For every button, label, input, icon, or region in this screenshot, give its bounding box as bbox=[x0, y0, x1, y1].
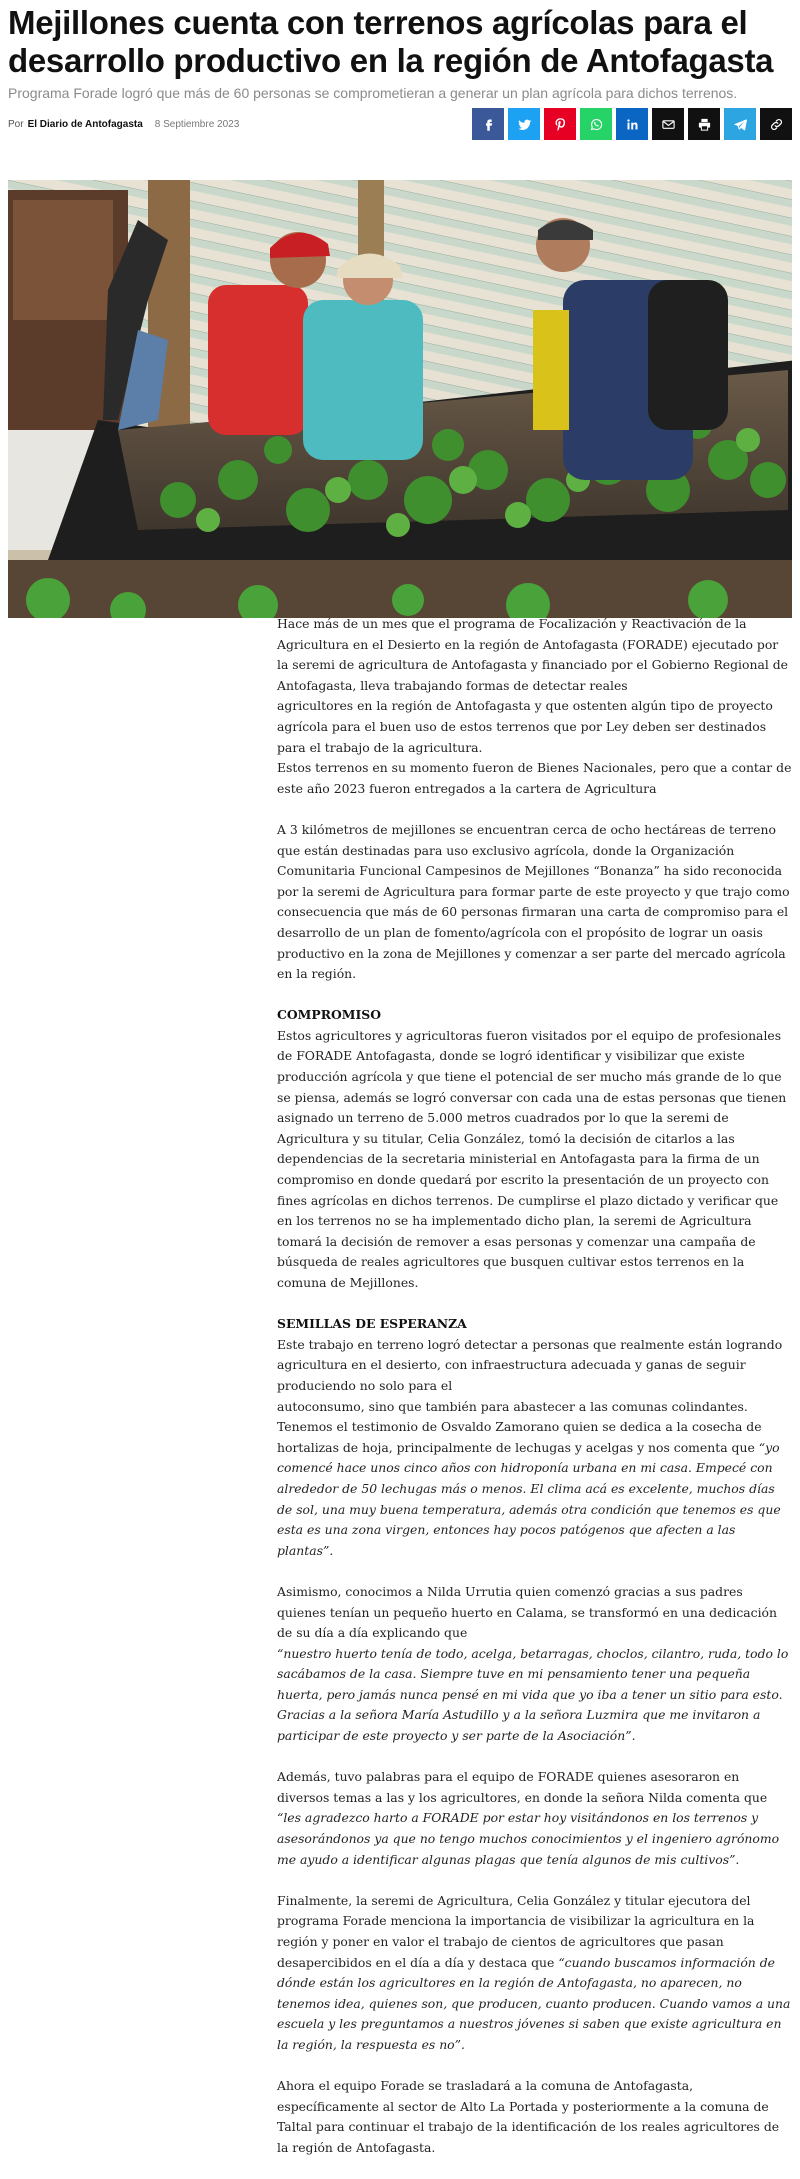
paragraph-4b: autoconsumo, sino que también para abastecer a las comunas colindantes. Tenemos el testimonio de Osvaldo Zamorano quien se dedica a la cosecha de hortalizas de hoja, principalmente de lechugas y acelgas y nos comenta que bbox=[277, 1398, 762, 1455]
paragraph-2: A 3 kilómetros de mejillones se encuentran cerca de ocho hectáreas de terreno que están destinadas para uso exclusivo agrícola, donde la Organización Comunitaria Funcional Campesinos de Mejillones “Bonanza” ha sido reconocida por la seremi de Agricultura para formar parte de este proyecto y que trajo como consecuencia que más de 60 personas firmaran una carta de compromiso para el desarrollo de un plan de fomento/agrícola con el propósito de lograr un oasis productivo en la zona de Mejillones y comenzar a ser parte del mercado agrícola en la región. bbox=[277, 821, 790, 982]
paragraph-3: Estos agricultores y agricultoras fueron visitados por el equipo de profesionales de FORADE Antofagasta, donde se logró identificar y visibilizar que existe producción agrícola y que tiene el potencial de ser mucho más grande de lo que se piensa, además se logró conversar con cada una de estas personas que tienen asignado un terreno de 5.000 metros cuadrados por lo que la seremi de Agricultura y su titular, Celia González, tomó la decisión de citarlos a las dependencias de la secretaria ministerial en Antofagasta para la firma de un compromiso en donde quedará por escrito la presentación de un proyecto con fines agrícolas en dichos terrenos. De cumplirse el plazo dictado y verificar que en los terrenos no se ha implementado dicho plan, la seremi de Agricultura tomará la decisión de remover a esas personas y comenzar una campaña de búsqueda de reales agricultores que busquen cultivar estos terrenos en la comuna de Mejillones. bbox=[277, 1027, 787, 1290]
article-title: Mejillones cuenta con terrenos agrícolas para el desarrollo productivo en la región de Antofagasta bbox=[8, 4, 774, 79]
quote-nilda-forade-1: “les agradezco harto a FORADE por estar hoy visitándonos en los terrenos y asesorándonos ya que no tengo muchos conocimientos y el ingeniero agrónomo bbox=[277, 1810, 780, 1847]
paragraph-6 bbox=[277, 1767, 792, 1870]
article-body bbox=[277, 614, 792, 2179]
whatsapp-icon bbox=[589, 117, 604, 132]
article-subtitle: Programa Forade logró que más de 60 personas se comprometieran a generar un plan agrícola para dichos terrenos. bbox=[8, 85, 738, 101]
quote-celia: “cuando buscamos información de dónde están los agricultores en la región de Antofagasta, no aparecen, no tenemos idea, quienes son, que producen, cuanto producen. Cuando vamos a una escuela y les preguntamos a nuestros jóvenes si saben que existe agricultura en la región, la respuesta es no”. bbox=[277, 1954, 791, 2052]
paragraph-intro bbox=[277, 614, 792, 799]
section-semillas bbox=[277, 1314, 792, 1561]
section-heading-compromiso: COMPROMISO bbox=[277, 1007, 382, 1023]
quote-nilda-forade-2: me ayudo a identificar algunas plagas que tenía algunos de mis cultivos”. bbox=[277, 1851, 740, 1867]
share-whatsapp-button[interactable] bbox=[580, 108, 612, 140]
section-heading-semillas: SEMILLAS DE ESPERANZA bbox=[277, 1316, 467, 1332]
share-pinterest-button[interactable] bbox=[544, 108, 576, 140]
byline bbox=[8, 119, 239, 130]
quote-nilda: “nuestro huerto tenía de todo, acelga, betarragas, choclos, cilantro, ruda, todo lo sacábamos de la casa. Siempre tuve en mi pensamiento tener una pequeña huerta, pero jamás nunca pensé en mi vida que yo iba a tener un sitio para esto. Gracias a la señora María Astudillo y a la señora Luzmira que me invitaron a participar de este proyecto y ser parte de la Asociación”. bbox=[277, 1645, 789, 1744]
twitter-icon bbox=[517, 117, 532, 132]
farmers-photo bbox=[8, 180, 792, 618]
linkedin-icon bbox=[625, 117, 640, 132]
article-header bbox=[0, 0, 800, 142]
pinterest-icon bbox=[553, 117, 568, 132]
intro-line-1: Hace más de un mes que el programa de Focalización y Reactivación de la Agricultura en el Desierto en la región de Antofagasta (FORADE) ejecutado por la seremi de agricultura de Antofagasta y financiado por el Gobierno Regional de Antofagasta, lleva trabajando formas de detectar reales bbox=[277, 616, 789, 693]
paragraph-4a: Este trabajo en terreno logró detectar a personas que realmente están logrando agricultura en el desierto, con infraestructura adecuada y ganas de seguir produciendo no solo para el bbox=[277, 1336, 783, 1393]
facebook-icon bbox=[481, 117, 496, 132]
printer-icon bbox=[697, 117, 712, 132]
share-telegram-button[interactable] bbox=[724, 108, 756, 140]
by-label: Por bbox=[8, 118, 24, 130]
share-linkedin-button[interactable] bbox=[616, 108, 648, 140]
paragraph-7a: Finalmente, la seremi de Agricultura, Celia González y titular ejecutora del programa Forade menciona la importancia de visibilizar la agricultura en la región y poner en valor el trabajo de cientos de agricultores que pasan desapercibidos en el día a día y destaca que bbox=[277, 1892, 755, 1970]
envelope-icon bbox=[661, 117, 676, 132]
paragraph-6a: Además, tuvo palabras para el equipo de FORADE quienes asesoraron en diversos temas a las y los agricultores, en donde la señora Nilda comenta que bbox=[277, 1769, 768, 1805]
share-bar bbox=[472, 108, 792, 140]
telegram-icon bbox=[733, 117, 748, 132]
copy-link-button[interactable] bbox=[760, 108, 792, 140]
hero-image bbox=[8, 180, 792, 618]
share-email-button[interactable] bbox=[652, 108, 684, 140]
paragraph-5 bbox=[277, 1582, 792, 1747]
intro-line-3: Estos terrenos en su momento fueron de Bienes Nacionales, pero que a contar de este año 2023 fueron entregados a la cartera de Agricultura bbox=[277, 760, 792, 796]
quote-osvaldo: “yo comencé hace unos cinco años con hidroponía urbana en mi casa. Empecé con alrededor de 50 lechugas más o menos. El clima acá es excelente, muchos días de sol, una muy buena temperatura, además otra condición que tenemos es que esta es una zona virgen, entonces hay pocos patógenos que afecten a las plantas”. bbox=[277, 1439, 781, 1558]
meta-row bbox=[8, 106, 792, 142]
share-twitter-button[interactable] bbox=[508, 108, 540, 140]
paragraph-7 bbox=[277, 1891, 792, 2056]
section-compromiso bbox=[277, 1005, 792, 1293]
publish-date: 8 Septiembre 2023 bbox=[154, 118, 240, 130]
paragraph-5a: Asimismo, conocimos a Nilda Urrutia quien comenzó gracias a sus padres quienes tenían un pequeño huerto en Calama, se transformó en una dedicación de su día a día explicando que bbox=[277, 1583, 777, 1641]
author-link[interactable]: El Diario de Antofagasta bbox=[27, 118, 143, 130]
intro-line-2: agricultores en la región de Antofagasta y que ostenten algún tipo de proyecto agrícola para el buen uso de estos terrenos que por Ley deben ser destinados para el trabajo de la agricultura. bbox=[277, 698, 773, 755]
share-facebook-button[interactable] bbox=[472, 108, 504, 140]
link-icon bbox=[769, 117, 784, 132]
share-print-button[interactable] bbox=[688, 108, 720, 140]
paragraph-8: Ahora el equipo Forade se trasladará a la comuna de Antofagasta, específicamente al sector de Alto La Portada y posteriormente a la comuna de Taltal para continuar el trabajo de la identificación de los reales agricultores de la región de Antofagasta. bbox=[277, 2078, 780, 2155]
